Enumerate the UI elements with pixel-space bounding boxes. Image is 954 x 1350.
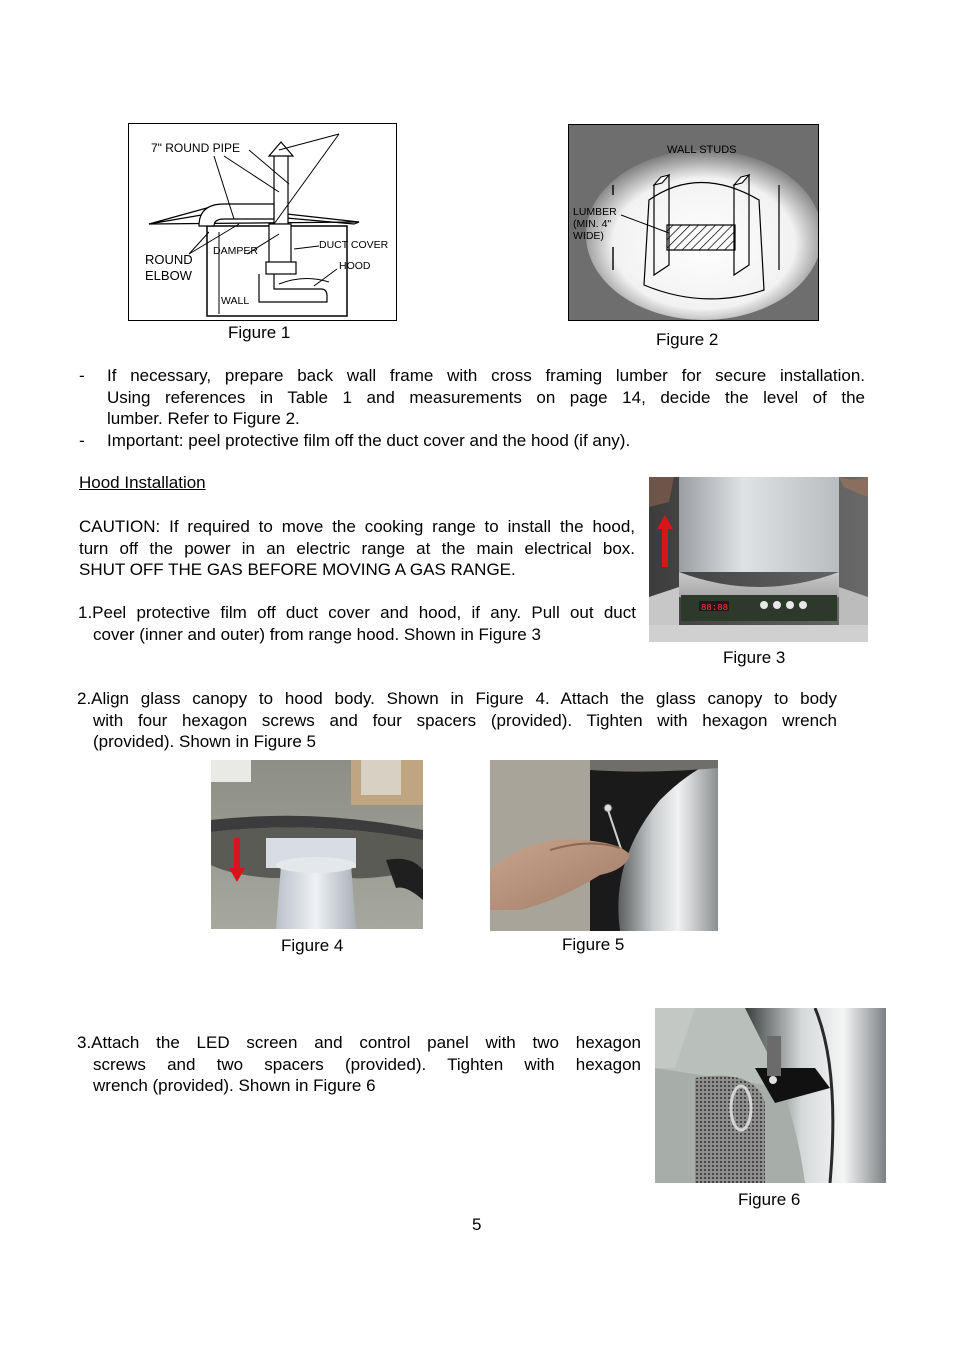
figure-4-caption: Figure 4 bbox=[281, 936, 344, 955]
label-damper: DAMPER bbox=[213, 245, 258, 257]
figure-1-caption: Figure 1 bbox=[228, 323, 291, 342]
label-lumber: LUMBER bbox=[573, 206, 617, 218]
bullet-1-line-3: lumber. Refer to Figure 2. bbox=[107, 409, 300, 428]
step-3-line-1: 3.Attach the LED screen and control panel with two hexagon bbox=[77, 1033, 641, 1052]
display-digits: 88:88 bbox=[701, 603, 729, 613]
step-2-paragraph bbox=[77, 688, 837, 753]
bullet-2-line-1: Important: peel protective film off the duct cover and the hood (if any). bbox=[107, 431, 631, 450]
figure-6-photo bbox=[655, 1008, 886, 1183]
label-elbow: ELBOW bbox=[145, 268, 192, 283]
step-3-paragraph bbox=[77, 1032, 641, 1097]
label-hood: HOOD bbox=[339, 260, 371, 272]
figure-5-photo bbox=[490, 760, 718, 931]
label-wall-studs: WALL STUDS bbox=[667, 144, 737, 156]
step-1-line-1: 1.Peel protective film off duct cover and hood, if any. Pull out duct bbox=[78, 603, 636, 622]
figure-2-caption: Figure 2 bbox=[656, 330, 719, 349]
step-3-line-2: screws and two spacers (provided). Tighten with hexagon bbox=[93, 1054, 641, 1074]
glass-canopy-photo-svg bbox=[211, 760, 423, 929]
bullet-1-line-1: If necessary, prepare back wall frame with cross framing lumber for secure installation. bbox=[107, 366, 865, 385]
figure-4-photo bbox=[211, 760, 423, 929]
bullet-dash: - bbox=[79, 431, 85, 450]
bullet-item bbox=[79, 430, 865, 454]
label-duct-cover: DUCT COVER bbox=[319, 239, 389, 251]
bullet-1-line-2: Using references in Table 1 and measurements on page 14, decide the level of the bbox=[107, 387, 865, 407]
bullet-dash: - bbox=[79, 366, 85, 385]
figure-2-diagram bbox=[568, 124, 819, 321]
figure-3-photo bbox=[649, 477, 868, 642]
hex-wrench-photo-svg bbox=[490, 760, 718, 931]
caution-line-2: turn off the power in an electric range at the main electrical box. bbox=[79, 538, 635, 558]
figure-5-caption: Figure 5 bbox=[562, 935, 625, 954]
duct-cover-photo-svg bbox=[649, 477, 868, 642]
figure-6-caption: Figure 6 bbox=[738, 1190, 801, 1209]
label-round: ROUND bbox=[145, 252, 193, 267]
figure-1-diagram bbox=[128, 123, 397, 321]
caution-line-3: SHUT OFF THE GAS BEFORE MOVING A GAS RANGE. bbox=[79, 560, 516, 579]
wall-studs-svg bbox=[569, 125, 818, 320]
label-wide: WIDE) bbox=[573, 230, 604, 242]
section-title: Hood Installation bbox=[79, 473, 206, 492]
bullet-item bbox=[79, 365, 865, 435]
figure-3-caption: Figure 3 bbox=[723, 648, 786, 667]
step-3-line-3: wrench (provided). Shown in Figure 6 bbox=[93, 1076, 376, 1095]
label-round-pipe: 7" ROUND PIPE bbox=[151, 141, 240, 155]
step-1-line-2: cover (inner and outer) from range hood. Shown in Figure 3 bbox=[93, 624, 541, 644]
led-panel-photo-svg bbox=[655, 1008, 886, 1183]
caution-paragraph bbox=[79, 516, 635, 581]
label-wall: WALL bbox=[221, 295, 250, 307]
step-2-line-2: with four hexagon screws and four spacers (provided). Tighten with hexagon wrench bbox=[93, 710, 837, 730]
step-1-paragraph bbox=[78, 602, 636, 645]
caution-line-1: CAUTION: If required to move the cooking range to install the hood, bbox=[79, 517, 635, 536]
step-2-line-3: (provided). Shown in Figure 5 bbox=[93, 732, 317, 751]
page-number: 5 bbox=[472, 1215, 482, 1234]
label-min: (MIN. 4" bbox=[573, 218, 612, 230]
duct-diagram-svg bbox=[129, 124, 396, 320]
step-2-line-1: 2.Align glass canopy to hood body. Shown in Figure 4. Attach the glass canopy to body bbox=[77, 689, 837, 708]
